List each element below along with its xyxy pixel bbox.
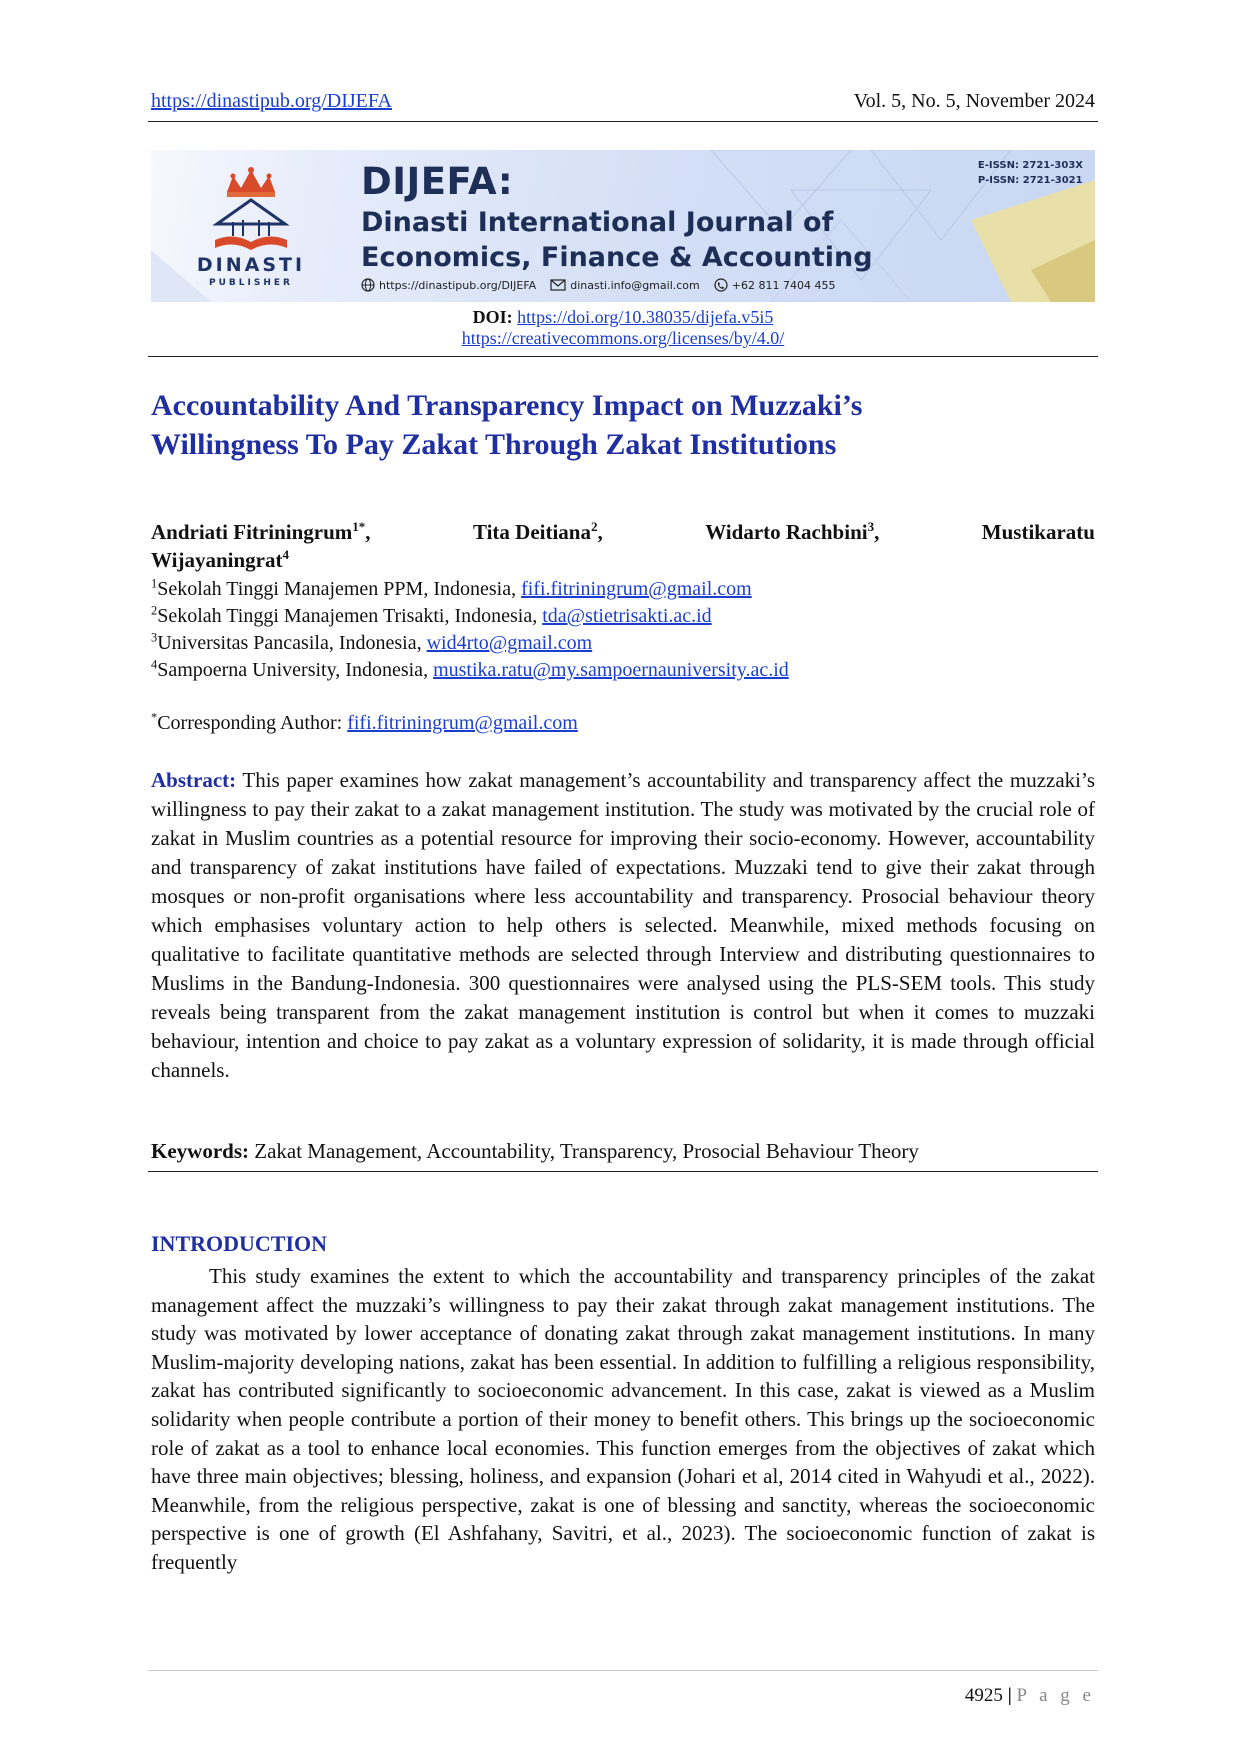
keywords-rule: [148, 1171, 1098, 1172]
corresponding-email[interactable]: fifi.fitriningrum@gmail.com: [347, 712, 578, 734]
author-2: Tita Deitiana$^2$,: [472, 519, 603, 544]
phone-icon: [714, 278, 728, 292]
affiliation-4-email[interactable]: mustika.ratu@my.sampoernauniversity.ac.id: [433, 659, 789, 681]
affiliation-4-sup: 4: [151, 657, 158, 672]
keywords-label: Keywords:: [151, 1139, 249, 1163]
crown-book-icon: [181, 162, 321, 254]
banner-journal-acronym: DIJEFA:: [361, 160, 514, 203]
banner-email: [550, 279, 700, 292]
doi-line: [151, 307, 1095, 328]
author-3-sup: 3: [867, 519, 875, 534]
journal-url-link[interactable]: https://dinastipub.org/DIJEFA: [151, 90, 392, 112]
author-3-name: Widarto Rachbini: [705, 520, 868, 544]
banner-journal-name-line1: Dinasti International Journal of: [361, 207, 834, 238]
author-4-continued: Wijayaningrat$^4$: [151, 547, 289, 572]
doi-block: [151, 307, 1095, 349]
abstract: [151, 766, 1095, 1085]
affiliation-4-text: Sampoerna University, Indonesia,: [157, 659, 434, 681]
footer-rule: [148, 1670, 1098, 1671]
author-3: Widarto Rachbini$^3$,: [705, 519, 880, 544]
corresponding-label: Corresponding Author:: [157, 712, 348, 734]
p-issn: P-ISSN: 2721-3021: [977, 175, 1083, 186]
banner-web: [361, 278, 536, 292]
doi-link[interactable]: https://doi.org/10.38035/dijefa.v5i5: [517, 307, 774, 327]
author-1-name: Andriati Fitriningrum: [151, 520, 353, 544]
affiliations: [151, 576, 1095, 684]
banner-journal-name-line2: Economics, Finance & Accounting: [361, 242, 873, 273]
affiliation-3-sup: 3: [151, 630, 158, 645]
abstract-text: This paper examines how zakat management’s accountability and transparency affect the muzzaki’s willingness to pay their zakat to a zakat management institution. The study was motivated by the crucial role of zakat in Muslim countries as a potential resource for improving their socio-economy. However, accountability and transparency of zakat institutions have failed of expectations. Muzzaki tend to give their zakat through mosques or non-profit organisations where less accountability and transparency. Prosocial behaviour theory which emphasises voluntary action to help others is selected. Meanwhile, mixed methods focusing on qualitative to facilitate quantitative methods are selected through Interview and distributing questionnaires to Muslims in the Bandung-Indonesia. 300 questionnaires were analysed using the PLS-SEM tools. This study reveals being transparent from the zakat management institution is control but when it comes to muzzaki behaviour, intention and choice to pay zakat as a voluntary expression of solidarity, it is made through official channels.: [151, 768, 1096, 1082]
author-1: Andriati Fitriningrum$^{1*}$,: [151, 519, 371, 544]
doi-label: DOI:: [472, 307, 513, 327]
introduction-heading: INTRODUCTION: [151, 1231, 328, 1256]
mail-icon: [550, 279, 566, 291]
page-number: 4925: [964, 1685, 1003, 1706]
author-1-sup: 1*: [352, 519, 366, 534]
affiliation-4: [151, 657, 1095, 684]
banner-phone-text: +62 811 7404 455: [731, 278, 836, 292]
affiliation-1-text: Sekolah Tinggi Manajemen PPM, Indonesia,: [157, 578, 522, 600]
logo-name: DINASTI: [196, 254, 306, 276]
author-4-first: Mustikaratu: [981, 520, 1095, 544]
globe-icon: [361, 278, 375, 292]
title-line-2: Willingness To Pay Zakat Through Zakat Institutions: [151, 428, 837, 461]
author-2-name: Tita Deitiana: [472, 520, 591, 544]
affiliation-1: [151, 576, 1095, 603]
author-4-sup: 4: [282, 547, 289, 562]
corresponding-author: [151, 712, 1095, 735]
corresponding-sup: *: [151, 710, 158, 725]
affiliation-3-text: Universitas Pancasila, Indonesia,: [157, 632, 427, 654]
keywords-text: Zakat Management, Accountability, Transparency, Prosocial Behaviour Theory: [254, 1139, 919, 1163]
affiliation-2-sup: 2: [151, 603, 158, 618]
banner-phone: [714, 278, 836, 292]
banner-contact: [361, 278, 835, 292]
banner-issn: [978, 158, 1083, 188]
dinasti-logo: [181, 162, 321, 292]
affiliation-1-email[interactable]: fifi.fitriningrum@gmail.com: [521, 578, 752, 600]
banner-email-text: dinasti.info@gmail.com: [570, 278, 700, 292]
affiliation-1-sup: 1: [151, 576, 158, 591]
running-header: [151, 90, 1095, 113]
page-label: P a g e: [1016, 1685, 1095, 1706]
author-2-sup: 2: [591, 519, 598, 534]
e-issn: E-ISSN: 2721-303X: [977, 160, 1083, 171]
author-list: [151, 518, 1095, 574]
license-line: [151, 328, 1095, 349]
author-row: [151, 518, 1095, 546]
journal-banner: [151, 150, 1095, 302]
keywords: [151, 1139, 1095, 1164]
title-line-1: Accountability And Transparency Impact on Muzzaki’s: [151, 389, 863, 422]
footer-separator: |: [1007, 1685, 1012, 1706]
doi-rule: [148, 356, 1098, 357]
logo-subtitle: PUBLISHER: [209, 278, 293, 288]
issue-info: Vol. 5, No. 5, November 2024: [853, 90, 1095, 112]
affiliation-3-email[interactable]: wid4rto@gmail.com: [426, 632, 593, 654]
license-link[interactable]: https://creativecommons.org/licenses/by/4.0/: [461, 328, 785, 348]
affiliation-2-text: Sekolah Tinggi Manajemen Trisakti, Indonesia,: [157, 605, 543, 627]
banner-web-text: https://dinastipub.org/DIJEFA: [379, 278, 537, 292]
affiliation-3: [151, 630, 1095, 657]
introduction-text: This study examines the extent to which the accountability and transparency principles of the zakat management affect the muzzaki’s willingness to pay their zakat through zakat management institutions. The study was motivated by lower acceptance of donating zakat through zakat management institutions. In many Muslim-majority developing nations, zakat has been essential. In addition to fulfilling a religious responsibility, zakat has contributed significantly to socioeconomic advancement. In this case, zakat is viewed as a Muslim solidarity when people contribute a portion of their money to benefit others. This brings up the socioeconomic role of zakat as a tool to enhance local economies. This function emerges from the objectives of zakat which have three main objectives; blessing, holiness, and expansion (Johari et al, 2014 cited in Wahyudi et al., 2022). Meanwhile, from the religious perspective, zakat is one of blessing and sanctity, whereas the socioeconomic perspective is one of growth (El Ashfahany, Savitri, et al., 2023). The socioeconomic function of zakat is frequently: [151, 1264, 1095, 1574]
page-footer: [965, 1685, 1095, 1707]
affiliation-2: [151, 603, 1095, 630]
header-rule: [148, 121, 1098, 122]
abstract-label: Abstract:: [151, 768, 237, 792]
paper-title: [151, 386, 1095, 464]
affiliation-2-email[interactable]: tda@stietrisakti.ac.id: [542, 605, 712, 627]
